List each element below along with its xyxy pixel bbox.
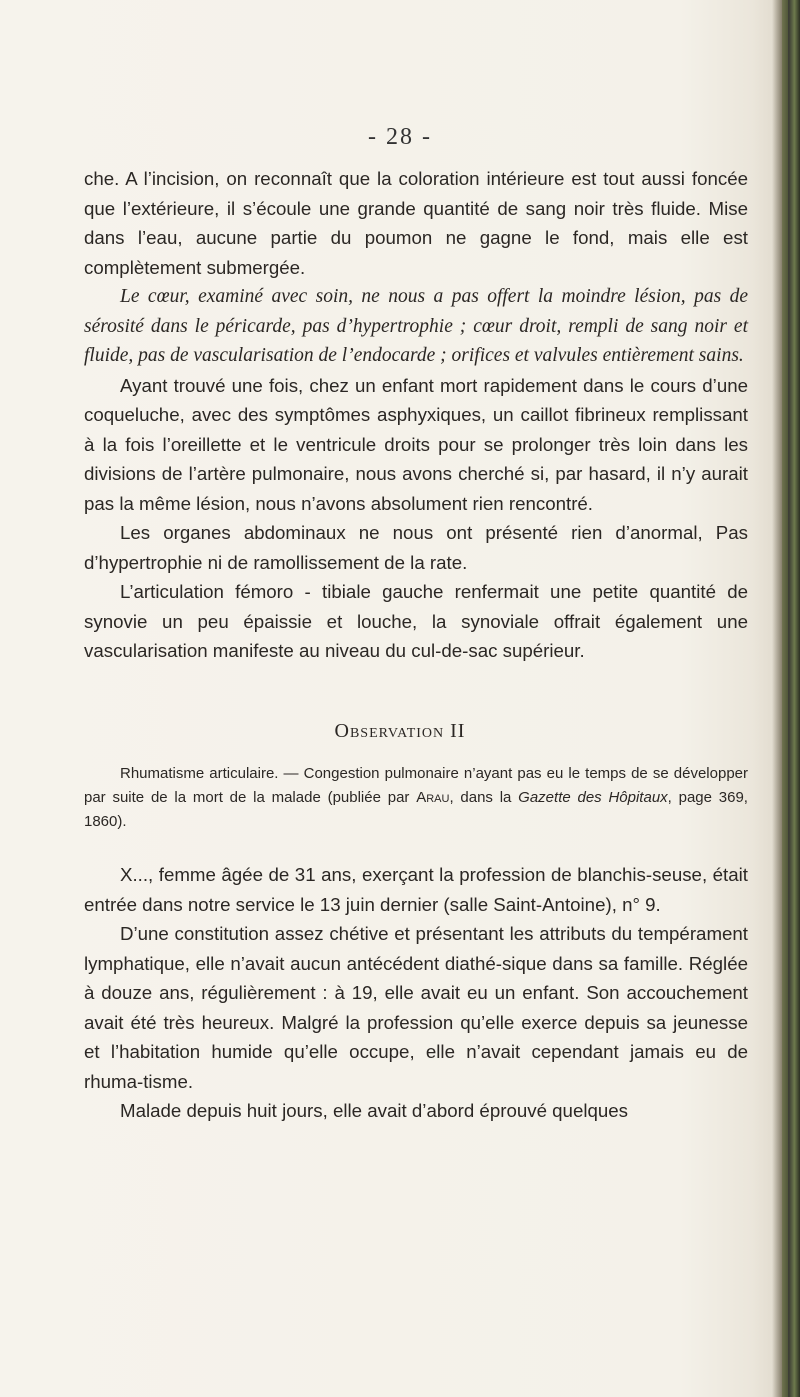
summary-end: , page 369, 1860).: [84, 789, 748, 830]
observation-summary: [84, 762, 748, 834]
paragraph-malade: Malade depuis huit jours, elle avait d’abord éprouvé quelques: [120, 1100, 629, 1121]
paragraph-patient: X..., femme âgée de 31 ans, exerçant la profession de blanchis-seuse, était entrée dans notre service le 13 juin dernier (salle Saint-Antoine), n° 9.: [84, 864, 748, 915]
paragraph-constitution: D’une constitution assez chétive et présentant les attributs du tempérament lymphatique, elle n’avait aucun antécédent diathé-sique dans sa famille. Réglée à douze ans, régulièrement : à 19, elle avait eu un enfant. Son accouchement avait été très heureux. Malgré la profession qu’elle exerce depuis sa jeunesse et l’habitation humide qu’elle occupe, elle n’avait cependant jamais eu de rhuma-tisme.: [84, 923, 748, 1092]
paragraph-coeur: Le cœur, examiné avec soin, ne nous a pas offert la moindre lésion, pas de sérosité dans le péricarde, pas d’hypertrophie ; cœur droit, rempli de sang noir et fluide, pas de vascularisation de l’endocarde ; orifices et valvules entièrement sains.: [84, 286, 748, 366]
body-text-block-2: [84, 860, 748, 1126]
paragraph-caillot: Ayant trouvé une fois, chez un enfant mort rapidement dans le cours d’une coqueluche, avec des symptômes asphyxiques, un caillot fibrineux remplissant à la fois l’oreillette et le ventricule droits pour se prolonger très loin dans les divisions de l’artère pulmonaire, nous avons cherché si, par hasard, il n’y aurait pas la même lésion, nous n’avons absolument rien rencontré.: [84, 374, 748, 514]
summary-start: Rhumatisme articulaire. — Congestion pulmonaire n’ayant pas eu le temps de se développer par suite de la mort de la malade (publiée par: [84, 765, 748, 806]
paragraph-abdominaux: Les organes abdominaux ne nous ont présenté rien d’anormal, Pas d’hypertrophie ni de ramollissement de la rate.: [84, 522, 748, 573]
paragraph-articulation: L’articulation fémoro - tibiale gauche renfermait une petite quantité de synovie un peu épaissie et louche, la synoviale offrait également une vascularisation manifeste au niveau du cul-de-sac supérieur.: [84, 581, 748, 661]
body-text-block-1: [84, 164, 748, 666]
summary-paragraph: [84, 762, 748, 834]
summary-journal: Gazette des Hôpitaux: [518, 789, 668, 806]
summary-author: Arau: [416, 789, 450, 806]
page-number: - 28 -: [368, 124, 432, 150]
observation-title: Observation II: [334, 720, 466, 742]
binding-strip: [782, 0, 788, 1397]
page-binding-edge: [772, 0, 800, 1397]
paragraph-incision: che. A l’incision, on reconnaît que la coloration intérieure est tout aussi foncée que l’extérieure, il s’écoule une grande quantité de sang noir très fluide. Mise dans l’eau, aucune partie du poumon ne gagne le fond, mais elle est complètement submergée.: [84, 168, 748, 278]
summary-mid: , dans la: [449, 789, 519, 806]
